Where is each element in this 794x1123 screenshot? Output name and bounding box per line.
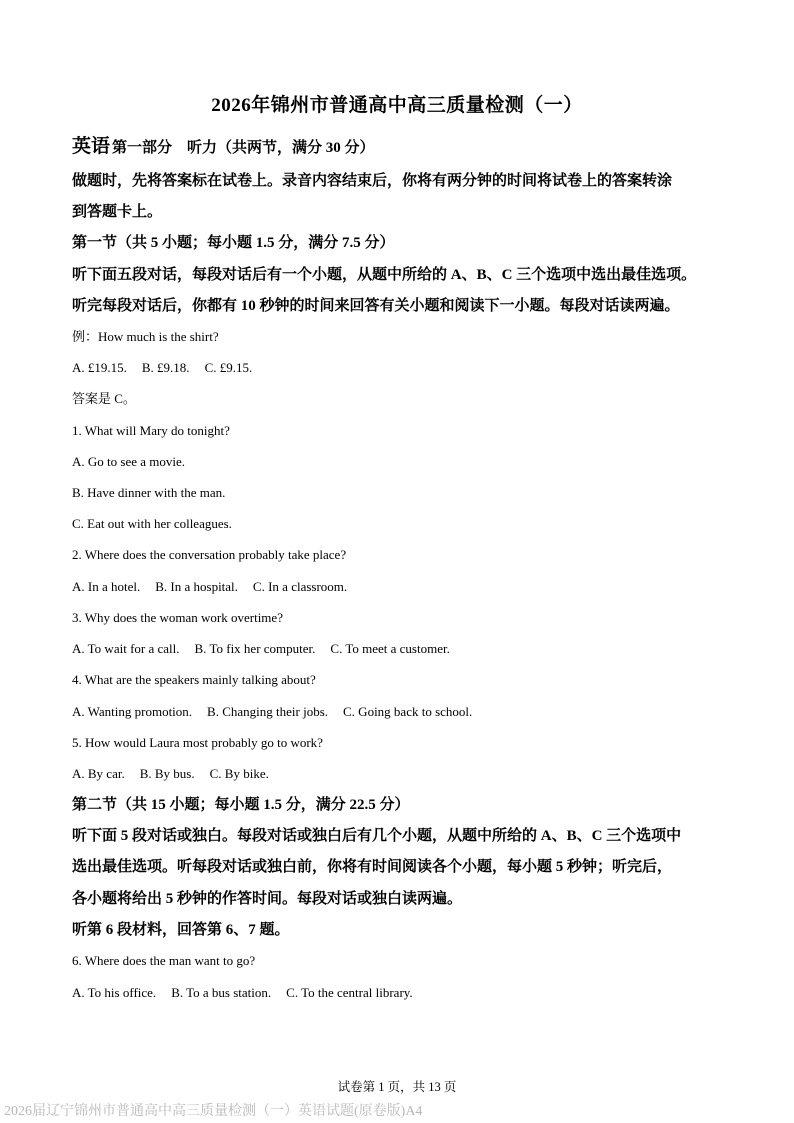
options-row xyxy=(72,703,487,721)
option: C. Going back to school. xyxy=(343,704,473,719)
option: C. Eat out with her colleagues. xyxy=(72,516,232,531)
options-row xyxy=(72,578,362,596)
section2-instruction: 各小题将给出 5 秒钟的作答时间。每段对话或独白读两遍。 xyxy=(72,891,463,907)
material-heading: 听第 6 段材料，回答第 6、7 题。 xyxy=(72,922,290,938)
option: A. Wanting promotion. xyxy=(72,704,193,719)
question: 5. How would Laura most probably go to work? xyxy=(72,735,323,750)
option: A. In a hotel. xyxy=(72,579,141,594)
section2-heading: 第二节（共 15 小题；每小题 1.5 分，满分 22.5 分） xyxy=(72,797,410,813)
option: C. By bike. xyxy=(209,766,269,781)
question: 2. Where does the conversation probably take place? xyxy=(72,547,347,562)
option: B. £9.18. xyxy=(141,360,190,375)
section1-instruction: 听完每段对话后，你都有 10 秒钟的时间来回答有关小题和阅读下一小题。每段对话读两遍。 xyxy=(72,298,680,314)
page-title: 2026年锦州市普通高中高三质量检测（一） xyxy=(211,95,583,116)
option: C. To meet a customer. xyxy=(330,641,450,656)
example-options xyxy=(72,359,267,377)
options-row xyxy=(72,640,465,658)
option: B. By bus. xyxy=(139,766,195,781)
option: A. To wait for a call. xyxy=(72,641,180,656)
options-row xyxy=(72,984,428,1002)
option: A. Go to see a movie. xyxy=(72,454,186,469)
option: B. To fix her computer. xyxy=(194,641,316,656)
option: A. By car. xyxy=(72,766,125,781)
section1-heading: 第一节（共 5 小题；每小题 1.5 分，满分 7.5 分） xyxy=(72,235,395,251)
option: A. £19.15. xyxy=(72,360,127,375)
part-heading-text: 第一部分 听力（共两节，满分 30 分） xyxy=(112,140,375,156)
question: 1. What will Mary do tonight? xyxy=(72,423,230,438)
watermark-text: 2026届辽宁锦州市普通高中高三质量检测（一）英语试题(原卷版)A4 xyxy=(4,1104,423,1119)
option: B. In a hospital. xyxy=(155,579,238,594)
example-question: 例：How much is the shirt? xyxy=(72,329,219,344)
instruction-line: 到答题卡上。 xyxy=(72,204,163,220)
question: 6. Where does the man want to go? xyxy=(72,953,256,968)
option: A. To his office. xyxy=(72,985,157,1000)
option: C. In a classroom. xyxy=(252,579,348,594)
option: B. To a bus station. xyxy=(171,985,272,1000)
section2-instruction: 听下面 5 段对话或独白。每段对话或独白后有几个小题，从题中所给的 A、B、C 三个选项中 xyxy=(72,828,682,844)
options-row xyxy=(72,765,284,783)
question: 3. Why does the woman work overtime? xyxy=(72,610,283,625)
option: C. £9.15. xyxy=(204,360,253,375)
section2-instruction: 选出最佳选项。听每段对话或独白前，你将有时间阅读各个小题，每小题 5 秒钟；听完后， xyxy=(72,859,673,875)
option: B. Changing their jobs. xyxy=(207,704,329,719)
part-heading xyxy=(72,131,375,158)
option: C. To the central library. xyxy=(286,985,413,1000)
instruction-line: 做题时，先将答案标在试卷上。录音内容结束后，你将有两分钟的时间将试卷上的答案转涂 xyxy=(72,173,673,189)
section1-instruction: 听下面五段对话，每段对话后有一个小题，从题中所给的 A、B、C 三个选项中选出最佳选项。 xyxy=(72,267,697,283)
question: 4. What are the speakers mainly talking about? xyxy=(72,672,316,687)
example-answer: 答案是 C。 xyxy=(72,391,136,406)
page-footer: 试卷第 1 页，共 13 页 xyxy=(337,1080,457,1094)
option: B. Have dinner with the man. xyxy=(72,485,226,500)
subject-label: 英语 xyxy=(72,136,111,157)
